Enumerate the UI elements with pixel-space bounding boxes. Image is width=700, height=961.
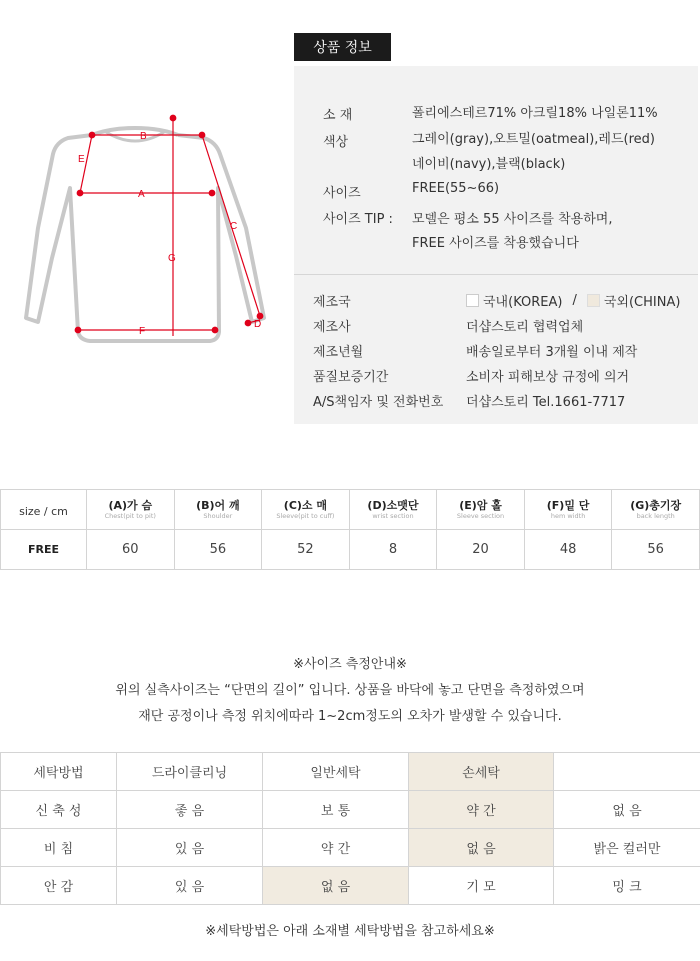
maker-date-value: 배송일로부터 3개월 이내 제작 xyxy=(466,345,638,360)
info-divider xyxy=(294,274,698,275)
size-notice-line1: 위의 실측사이즈는 “단면의 길이” 입니다. 상품을 바닥에 놓고 단면을 측정하였으며 xyxy=(115,683,585,698)
label-d: D xyxy=(254,319,262,330)
value-chest: 60 xyxy=(87,530,175,570)
col-sleeve: (C)소 매 Sleeve(pit to cuff) xyxy=(262,490,350,530)
country-separator: / xyxy=(572,293,577,308)
spec-material-label: 소 재 xyxy=(323,108,353,123)
care-row-lining xyxy=(1,867,700,905)
value-armhole: 20 xyxy=(437,530,525,570)
care-cell: 안 감 xyxy=(1,867,117,905)
country-china: 국외(CHINA) xyxy=(603,295,681,310)
maker-country-value xyxy=(466,291,680,310)
care-cell-selected: 손세탁 xyxy=(409,753,554,791)
value-wrist: 8 xyxy=(349,530,437,570)
maker-date-label: 제조년월 xyxy=(313,345,364,360)
spec-tip-label: 사이즈 TIP : xyxy=(323,212,393,227)
maker-company-value: 더샵스토리 협력업체 xyxy=(466,320,584,335)
label-e: E xyxy=(78,154,85,165)
maker-warranty-value: 소비자 피해보상 규정에 의거 xyxy=(466,370,630,385)
care-cell: 신 축 성 xyxy=(1,791,117,829)
maker-company-label: 제조사 xyxy=(313,320,351,335)
care-cell: 좋 음 xyxy=(117,791,263,829)
col-shoulder: (B)어 깨 Shoulder xyxy=(174,490,262,530)
maker-as-label: A/S책임자 및 전화번호 xyxy=(313,395,444,410)
care-cell: 비 침 xyxy=(1,829,117,867)
care-cell: 있 음 xyxy=(117,867,263,905)
spec-color-label: 색상 xyxy=(323,135,349,150)
care-cell: 보 통 xyxy=(263,791,409,829)
care-cell: 드라이클리닝 xyxy=(117,753,263,791)
spec-size-value: FREE(55~66) xyxy=(412,181,500,196)
care-cell: 약 간 xyxy=(263,829,409,867)
care-cell xyxy=(554,753,700,791)
size-table-row xyxy=(1,530,700,570)
care-cell: 세탁방법 xyxy=(1,753,117,791)
col-hem: (F)밑 단 hem width xyxy=(524,490,612,530)
care-cell: 밍 크 xyxy=(554,867,700,905)
spec-material-value: 폴리에스테르71% 아크릴18% 나일론11% xyxy=(412,106,658,121)
col-length: (G)총기장 back length xyxy=(612,490,700,530)
size-notice-line2: 재단 공정이나 측정 위치에따라 1~2cm정도의 오차가 발생할 수 있습니다. xyxy=(138,709,562,724)
label-a: A xyxy=(138,189,145,200)
size-table-header xyxy=(1,490,700,530)
spec-tip-value: 모델은 평소 55 사이즈를 착용하며, xyxy=(412,212,613,227)
size-notice-title: ※사이즈 측정안내※ xyxy=(293,657,407,672)
product-info-tab: 상품 정보 xyxy=(294,33,391,61)
value-hem: 48 xyxy=(524,530,612,570)
label-f: F xyxy=(139,326,146,337)
care-cell: 밝은 컬러만 xyxy=(554,829,700,867)
care-cell: 있 음 xyxy=(117,829,263,867)
size-table xyxy=(0,489,700,570)
care-row-stretch xyxy=(1,791,700,829)
checkbox-korea xyxy=(466,294,479,307)
col-armhole: (E)암 홀 Sleeve section xyxy=(437,490,525,530)
value-length: 56 xyxy=(612,530,700,570)
care-cell: 기 모 xyxy=(409,867,554,905)
care-cell-selected: 없 음 xyxy=(409,829,554,867)
care-cell-selected: 없 음 xyxy=(263,867,409,905)
label-g: G xyxy=(168,253,176,264)
care-footer-note: ※세탁방법은 아래 소재별 세탁방법을 참고하세요※ xyxy=(205,924,495,939)
spec-color-value-2: 네이비(navy),블랙(black) xyxy=(412,157,566,172)
value-shoulder: 56 xyxy=(174,530,262,570)
value-sleeve: 52 xyxy=(262,530,350,570)
size-row-label: FREE xyxy=(1,530,87,570)
care-cell-selected: 약 간 xyxy=(409,791,554,829)
care-cell: 일반세탁 xyxy=(263,753,409,791)
care-table xyxy=(0,752,700,905)
size-unit-cell: size / cm xyxy=(1,490,87,530)
care-row-sheer xyxy=(1,829,700,867)
label-c: C xyxy=(230,221,238,232)
label-b: B xyxy=(140,131,147,142)
col-chest: (A)가 슴 Chest(pit to pit) xyxy=(87,490,175,530)
maker-country-label: 제조국 xyxy=(313,295,351,310)
care-cell: 없 음 xyxy=(554,791,700,829)
checkbox-china xyxy=(587,294,600,307)
maker-warranty-label: 품질보증기간 xyxy=(313,370,389,385)
spec-color-value: 그레이(gray),오트밀(oatmeal),레드(red) xyxy=(412,132,655,147)
maker-as-value: 더샵스토리 Tel.1661-7717 xyxy=(466,395,626,410)
care-row-wash xyxy=(1,753,700,791)
country-korea: 국내(KOREA) xyxy=(483,295,563,310)
sweater-measurement-diagram xyxy=(20,108,280,348)
sweater-outline xyxy=(26,128,264,341)
spec-size-label: 사이즈 xyxy=(323,186,361,201)
spec-tip-value-2: FREE 사이즈를 착용했습니다 xyxy=(412,236,579,251)
col-wrist: (D)소맷단 wrist section xyxy=(349,490,437,530)
